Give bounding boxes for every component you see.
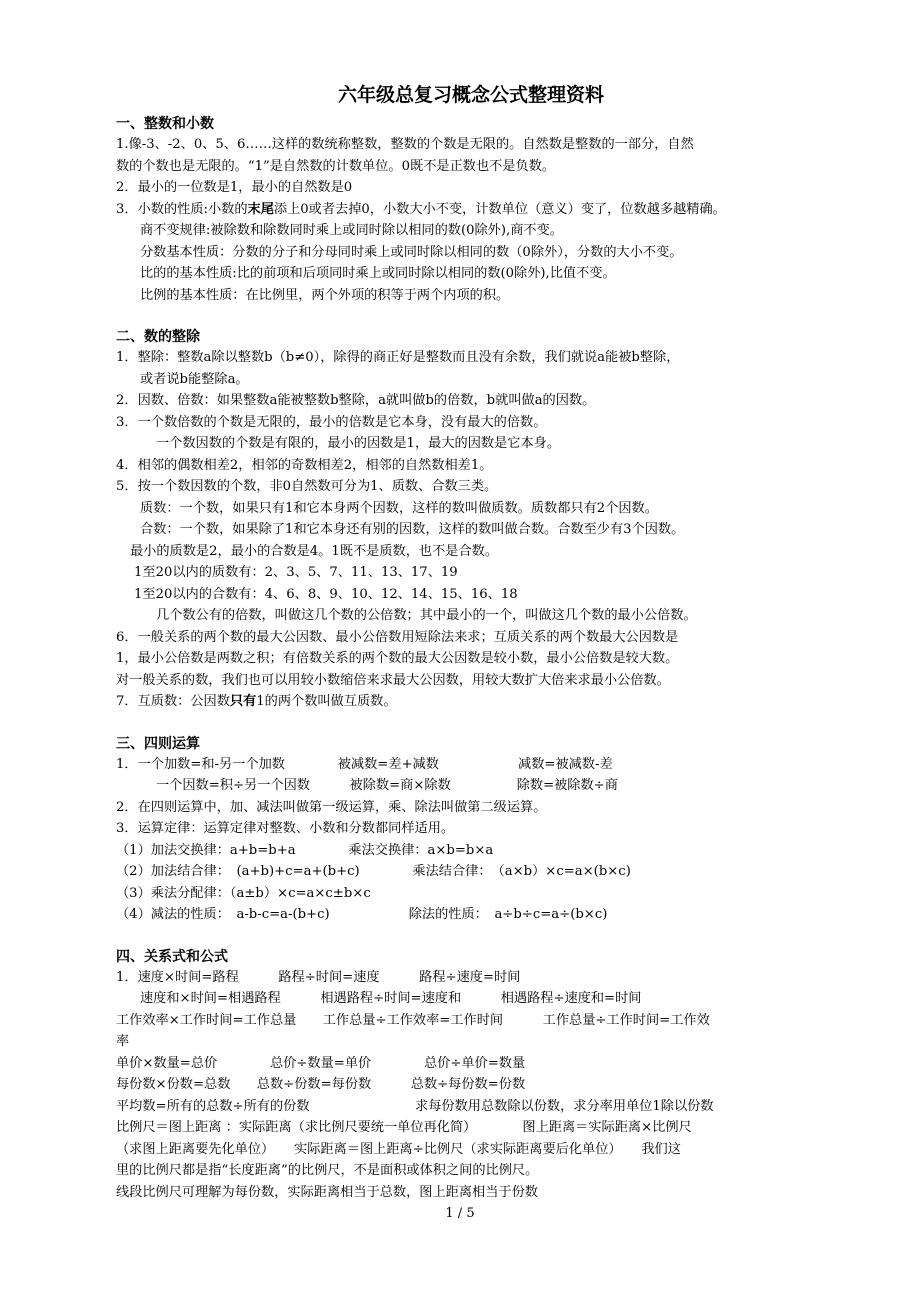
section-heading: 四、关系式和公式 xyxy=(116,948,228,965)
text-line: 1，最小公倍数是两数之积；有倍数关系的两个数的最大公因数是较小数，最小公倍数是较大数。 xyxy=(116,651,679,666)
text-line xyxy=(116,199,826,221)
text-line: 1．速度×时间=路程 路程÷时间=速度 路程÷速度=时间 xyxy=(116,969,521,985)
text-segment: 3．小数的性质:小数的 xyxy=(116,201,248,217)
text-line: 数的个数也是无限的。“1”是自然数的计数单位。0既不是正数也不是负数。 xyxy=(116,158,556,174)
text-line: 1至20以内的质数有：2、3、5、7、11、13、17、19 xyxy=(134,565,458,580)
document-page xyxy=(116,82,826,1203)
text-line: 6．一般关系的两个数的最大公因数、最小公倍数用短除法来求；互质关系的两个数最大公因数是 xyxy=(116,629,679,645)
emphasis-text: 末尾 xyxy=(247,201,274,217)
text-line: 4．相邻的偶数相差2，相邻的奇数相差2，相邻的自然数相差1。 xyxy=(116,457,493,473)
text-line: 每份数×份数=总数 总数÷份数=每份数 总数÷每份数=份数 xyxy=(116,1077,526,1092)
text-line: 工作效率×工作时间=工作总量 工作总量÷工作效率=工作时间 工作总量÷工作时间=工作效 xyxy=(116,1012,710,1028)
text-line: 单价×数量=总价 总价÷数量=单价 总价÷单价=数量 xyxy=(116,1055,526,1071)
text-line: 2．在四则运算中，加、减法叫做第一级运算，乘、除法叫做第二级运算。 xyxy=(116,799,547,815)
text-line: 1．一个加数=和-另一个加数 被减数=差+减数 减数=被减数-差 xyxy=(116,756,613,772)
text-line: 2．因数、倍数：如果整数a能被整数b整除，a就叫做b的倍数，b就叫做a的因数。 xyxy=(116,393,596,408)
text-line: 比例尺＝图上距离 ：实际距离（求比例尺要统一单位再化简） 图上距离＝实际距离×比例尺 xyxy=(116,1120,692,1135)
text-line: 1.像-3、-2、0、5、6……这样的数统称整数，整数的个数是无限的。自然数是整数的一部分，自然 xyxy=(116,137,694,152)
text-line: 分数基本性质：分数的分子和分母同时乘上或同时除以相同的数（0除外），分数的大小不变。 xyxy=(140,244,683,260)
text-segment: 添上0或者去掉0，小数大小不变，计数单位（意义）变了，位数越多越精确。 xyxy=(273,201,726,217)
text-line: 5．按一个数因数的个数，非0自然数可分为1、质数、合数三类。 xyxy=(116,479,498,494)
section-spacer xyxy=(116,306,826,327)
text-line: 率 xyxy=(116,1034,130,1049)
text-line: 比例的基本性质：在比例里，两个外项的积等于两个内项的积。 xyxy=(140,287,510,303)
text-line: 3．一个数倍数的个数是无限的，最小的倍数是它本身，没有最大的倍数。 xyxy=(116,414,547,430)
text-line: 质数：一个数，如果只有1和它本身两个因数，这样的数叫做质数。质数都只有2个因数。 xyxy=(140,500,658,516)
document-title: 六年级总复习概念公式整理资料 xyxy=(337,84,604,106)
text-line: 或者说b能整除a。 xyxy=(140,371,249,387)
text-line: 1．整除：整数a除以整数b（b≠0），除得的商正好是整数而且没有余数，我们就说a能被b整除， xyxy=(116,350,680,365)
text-segment: 7．互质数：公因数 xyxy=(116,694,230,709)
text-line: （3）乘法分配律：（a±b）×c=a×c±b×c xyxy=(116,885,371,901)
text-line: 1至20以内的合数有：4、6、8、9、10、12、14、15、16、18 xyxy=(134,586,518,602)
text-line: 平均数=所有的总数÷所有的份数 求每份数用总数除以份数，求分率用单位1除以份数 xyxy=(116,1098,714,1114)
emphasis-text: 只有 xyxy=(229,694,257,709)
text-line: 2．最小的一位数是1，最小的自然数是0 xyxy=(116,180,353,195)
text-line: 里的比例尺都是指“长度距离”的比例尺，不是面积或体积之间的比例尺。 xyxy=(116,1163,539,1178)
page-number: 1 / 5 xyxy=(445,1206,475,1221)
section-heading: 三、四则运算 xyxy=(116,735,200,752)
text-line: 商不变规律:被除数和除数同时乘上或同时除以相同的数(0除外),商不变。 xyxy=(140,223,563,238)
section-spacer xyxy=(116,926,826,947)
text-line: （求图上距离要先化单位） 实际距离＝图上距离÷比例尺（求实际距离要后化单位） 我们这 xyxy=(116,1141,681,1157)
text-line: （2）加法结合律： (a+b)+c=a+(b+c) 乘法结合律： （a×b）×c=a×(b×c) xyxy=(116,864,631,879)
section-heading: 一、整数和小数 xyxy=(116,116,214,132)
text-line: 线段比例尺可理解为每份数，实际距离相当于总数，图上距离相当于份数 xyxy=(116,1184,538,1200)
text-line: 一个数因数的个数是有限的，最小的因数是1，最大的因数是它本身。 xyxy=(156,436,561,451)
text-line: （1）加法交换律：a+b=b+a 乘法交换律：a×b=b×a xyxy=(116,842,494,858)
text-line: 最小的质数是2，最小的合数是4。1既不是质数，也不是合数。 xyxy=(130,543,499,559)
text-line: 几个数公有的倍数，叫做这几个数的公倍数；其中最小的一个，叫做这几个数的最小公倍数。 xyxy=(156,608,697,623)
text-line xyxy=(116,691,826,713)
text-line: 对一般关系的数，我们也可以用较小数缩倍来求最大公因数，用较大数扩大倍来求最小公倍数。 xyxy=(116,672,670,688)
text-line: 速度和×时间=相遇路程 相遇路程÷时间=速度和 相遇路程÷速度和=时间 xyxy=(140,991,642,1006)
sections-container xyxy=(116,114,826,1203)
text-line: 3．运算定律：运算定律对整数、小数和分数都同样适用。 xyxy=(116,821,455,836)
text-line: 一个因数=积÷另一个因数 被除数=商×除数 除数=被除数÷商 xyxy=(156,778,618,793)
text-line: 比的的基本性质:比的前项和后项同时乘上或同时除以相同的数(0除外),比值不变。 xyxy=(140,266,616,281)
section-spacer xyxy=(116,713,826,734)
section-heading: 二、数的整除 xyxy=(116,329,200,345)
text-line: （4）减法的性质： a-b-c=a-(b+c) 除法的性质： a÷b÷c=a÷(b×c) xyxy=(116,907,608,922)
text-segment: 1的两个数叫做互质数。 xyxy=(256,694,397,709)
text-line: 合数：一个数，如果除了1和它本身还有别的因数，这样的数叫做合数。合数至少有3个因数。 xyxy=(140,522,685,537)
